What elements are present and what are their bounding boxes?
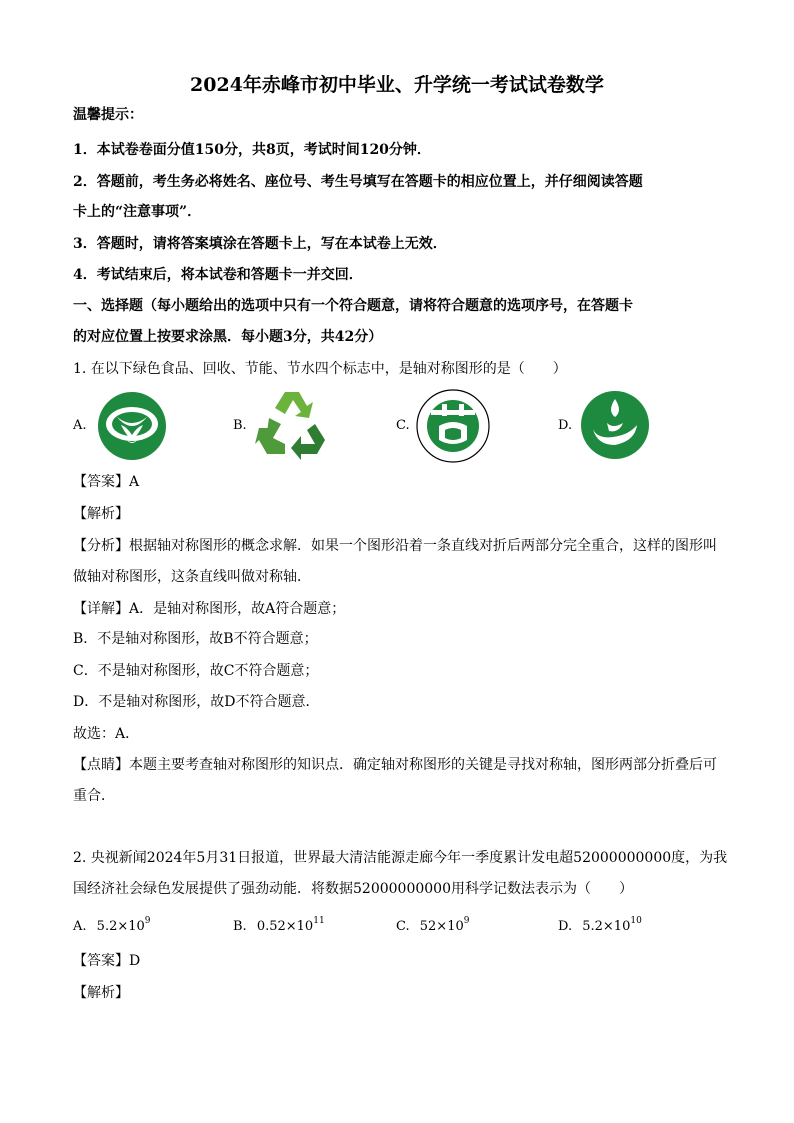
q1-analysis-line: 故选：A． [73,726,140,742]
page-title: 2024年赤峰市初中毕业、升学统一考试试卷数学 [190,74,604,96]
q1-option-a-label: A. [73,418,87,433]
q2-option-c-exp: 9 [463,916,470,926]
q2-option-c-base: 52×10 [419,919,464,934]
q1-analysis-line: D．不是轴对称图形，故D不符合题意． [73,694,320,710]
energy-saving-logo-icon [415,388,491,464]
q2-option-c-label: C. [396,919,410,934]
q1-option-c-label: C. [396,418,410,433]
q1-option-d-label: D. [558,418,573,433]
q1-analysis-line: 重合． [73,788,115,804]
q2-stem-line-2: 国经济社会绿色发展提供了强劲动能．将数据52000000000用科学记数法表示为（ ） [73,881,633,897]
q2-option-a-base: 5.2×10 [96,919,145,934]
recycle-logo-icon [255,388,329,460]
q2-option-d-base: 5.2×10 [582,919,631,934]
q2-option-a-label: A. [73,919,87,934]
q2-option-b-exp: 11 [313,916,325,926]
q2-stem-line-1: 2. 央视新闻2024年5月31日报道，世界最大清洁能源走廊今年一季度累计发电超52000000000度，为我 [73,850,728,866]
q2-analysis-heading: 【解析】 [73,985,129,1001]
tip-3: 3．答题时，请将答案填涂在答题卡上，写在本试卷上无效． [73,236,447,252]
q2-option-a [73,916,151,934]
water-saving-logo-icon [579,389,651,461]
q2-option-a-exp: 9 [144,916,151,926]
q2-answer: 【答案】D [73,953,141,969]
q2-option-b [233,916,325,934]
q2-option-d-label: D. [558,919,573,934]
q1-analysis-line: C．不是轴对称图形，故C不符合题意； [73,663,319,679]
tip-2: 2．答题前，考生务必将姓名、座位号、考生号填写在答题卡的相应位置上，并仔细阅读答题 [73,174,643,190]
q1-answer: 【答案】A [73,474,140,490]
q1-analysis-line: 【详解】A．是轴对称图形，故A符合题意； [73,601,346,617]
tip-2-cont: 卡上的“注意事项”． [73,204,202,220]
q1-analysis-line: 【分析】根据轴对称图形的概念求解．如果一个图形沿着一条直线对折后两部分完全重合，这样的图形叫 [73,538,717,554]
q2-option-d [558,916,642,934]
q1-stem: 1. 在以下绿色食品、回收、节能、节水四个标志中，是轴对称图形的是（ ） [73,361,567,377]
q1-analysis-heading: 【解析】 [73,506,129,522]
tips-heading: 温馨提示： [73,107,143,123]
green-food-logo-icon [97,391,167,461]
q1-analysis-line: 做轴对称图形，这条直线叫做对称轴． [73,569,311,585]
q1-analysis-line: 【点睛】本题主要考查轴对称图形的知识点．确定轴对称图形的关键是寻找对称轴，图形两部分折叠后可 [73,757,717,773]
section-heading-cont: 的对应位置上按要求涂黑．每小题3分，共42分） [73,329,383,345]
q2-option-d-exp: 10 [630,916,642,926]
q2-option-b-label: B. [233,919,247,934]
q2-option-b-base: 0.52×10 [256,919,314,934]
tip-1: 1．本试卷卷面分值150分，共8页，考试时间120分钟． [73,142,431,158]
q1-option-b-label: B. [233,418,247,433]
q1-analysis-line: B．不是轴对称图形，故B不符合题意； [73,631,318,647]
section-heading: 一、选择题（每小题给出的选项中只有一个符合题意，请将符合题意的选项序号，在答题卡 [73,298,633,314]
q2-option-c [396,916,469,934]
tip-4: 4．考试结束后，将本试卷和答题卡一并交回． [73,267,363,283]
